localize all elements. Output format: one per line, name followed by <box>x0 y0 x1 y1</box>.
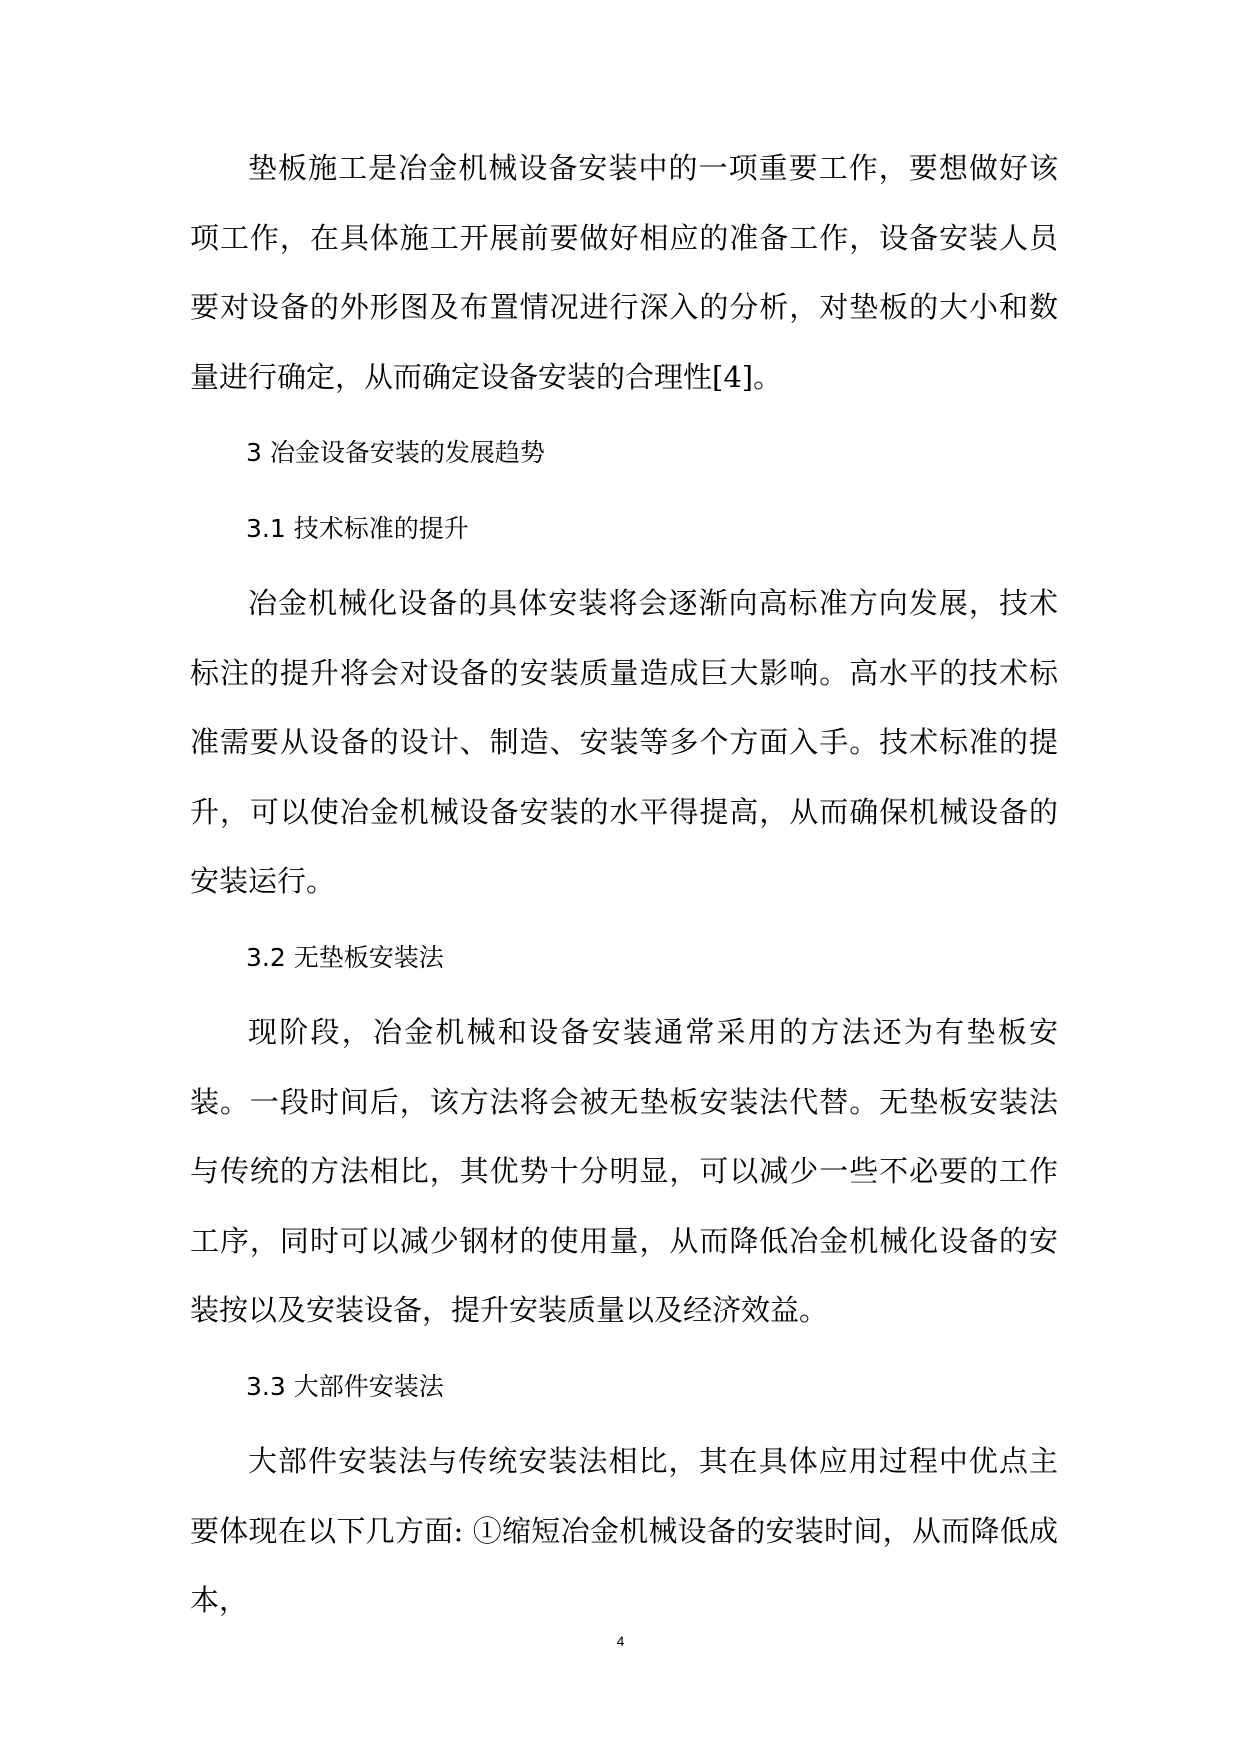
page-body <box>190 134 1058 1642</box>
paragraph-shimless-installation: 现阶段，冶金机械和设备安装通常采用的方法还为有垫板安装。一段时间后，该方法将会被无垫板安装法代替。无垫板安装法与传统的方法相比，其优势十分明显，可以减少一些不必要的工作工序，同时可以减少钢材的使用量，从而降低冶金机械化设备的安装按以及安装设备，提升安装质量以及经济效益。 <box>190 1015 1058 1327</box>
section-heading-3: 3 冶金设备安装的发展趋势 <box>246 438 545 467</box>
page-number: 4 <box>616 1633 625 1649</box>
subsection-heading-3-1: 3.1 技术标准的提升 <box>246 513 469 543</box>
subsection-heading-3-3: 3.3 大部件安装法 <box>246 1371 444 1401</box>
subsection-heading-3-2: 3.2 无垫板安装法 <box>246 942 444 972</box>
paragraph-technical-standards: 冶金机械化设备的具体安装将会逐渐向高标准方向发展，技术标注的提升将会对设备的安装质量造成巨大影响。高水平的技术标准需要从设备的设计、制造、安装等多个方面入手。技术标准的提升，可以使冶金机械设备安装的水平得提高，从而确保机械设备的安装运行。 <box>190 586 1058 898</box>
paragraph-large-component-installation: 大部件安装法与传统安装法相比，其在具体应用过程中优点主要体现在以下几方面: ①缩短冶金机械设备的安装时间，从而降低成本， <box>190 1444 1058 1617</box>
paragraph-shim-installation: 垫板施工是冶金机械设备安装中的一项重要工作，要想做好该项工作，在具体施工开展前要做好相应的准备工作，设备安装人员要对设备的外形图及布置情况进行深入的分析，对垫板的大小和数量进行确定，从而确定设备安装的合理性[4]。 <box>190 151 1058 394</box>
